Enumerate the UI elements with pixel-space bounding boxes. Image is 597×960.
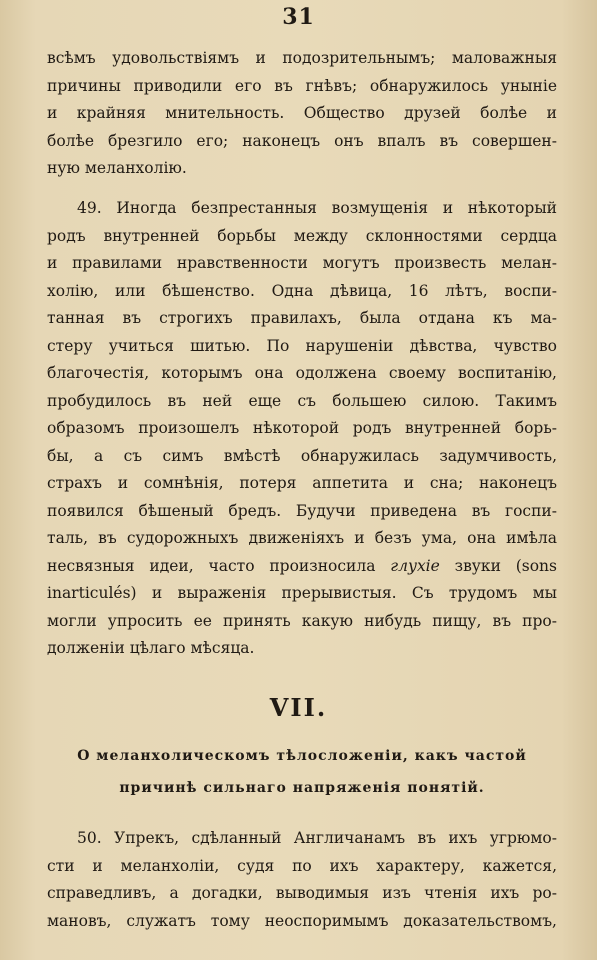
line-text-before: несвязныя идеи, часто произносила [47,556,391,575]
paragraph-49 [47,195,557,663]
text-line: 50. Упрекъ, сдѣланный Англичанамъ въ ихъ угрюмо- [77,829,557,847]
text-line: появился бѣшеный бредъ. Будучи приведена въ госпи- [47,501,557,520]
text-line: inarticulés) и выраженія прерывистыя. Съ трудомъ мы [47,584,557,602]
text-line: танная въ строгихъ правилахъ, была отдана къ ма- [47,309,557,327]
text-line: причины приводили его въ гнѣвъ; обнаружилось уныніе [47,76,557,95]
text-line: родъ внутренней борьбы между склонностями сердца [47,226,557,245]
text-line: долженіи цѣлаго мѣсяца. [47,639,255,657]
text-line: ную меланхолію. [47,159,187,177]
text-line: благочестія, которымъ она одолжена своему воспитанію, [47,364,557,382]
line-text-after: звуки (sons [439,556,557,575]
section-title-line: О меланхолическомъ тѣлосложеніи, какъ частой [77,748,527,764]
text-line: 49. Иногда безпрестанныя возмущенія и нѣкоторый [77,199,557,217]
text-line: пробудилось въ ней еще съ большею силою. Такимъ [47,391,557,410]
text-line: таль, въ судорожныхъ движеніяхъ и безъ ума, она имѣла [47,529,557,547]
text-line: образомъ произошелъ нѣкоторой родъ внутренней борь- [47,419,557,437]
text-line: мановъ, служатъ тому неоспоримымъ доказательствомъ, [47,911,557,930]
text-line: и крайняя мнительность. Общество друзей болѣе и [47,104,557,122]
text-line: и правилами нравственности могутъ произвесть мелан- [47,254,557,272]
text-line: холію, или бѣшенство. Одна дѣвица, 16 лѣтъ, воспи- [47,281,557,300]
italic-word: глухіе [390,556,440,575]
text-line [47,553,557,581]
text-line: бы, а съ симъ вмѣстѣ обнаружилась задумчивость, [47,446,557,465]
text-line: страхъ и сомнѣнія, потеря аппетита и сна; наконецъ [47,474,557,492]
text-line: всѣмъ удовольствіямъ и подозрительнымъ; маловажныя [47,49,557,67]
page-number: 31 [282,4,315,30]
paragraph-continued [47,45,557,183]
text-line: болѣе брезгило его; наконецъ онъ впалъ въ совершен- [47,131,557,150]
text-line: справедливъ, а догадки, выводимыя изъ чтенія ихъ ро- [47,884,557,902]
paragraph-50 [47,825,557,935]
text-line: сти и меланхоліи, судя по ихъ характеру, кажется, [47,856,557,875]
section-number: VII. [269,693,328,722]
text-line: стеру учиться шитью. По нарушеніи дѣвства, чувство [47,336,557,355]
text-line: могли упросить ее принять какую нибудь пищу, въ про- [47,611,557,630]
section-title-line: причинѣ сильнаго напряженія понятій. [119,780,485,796]
